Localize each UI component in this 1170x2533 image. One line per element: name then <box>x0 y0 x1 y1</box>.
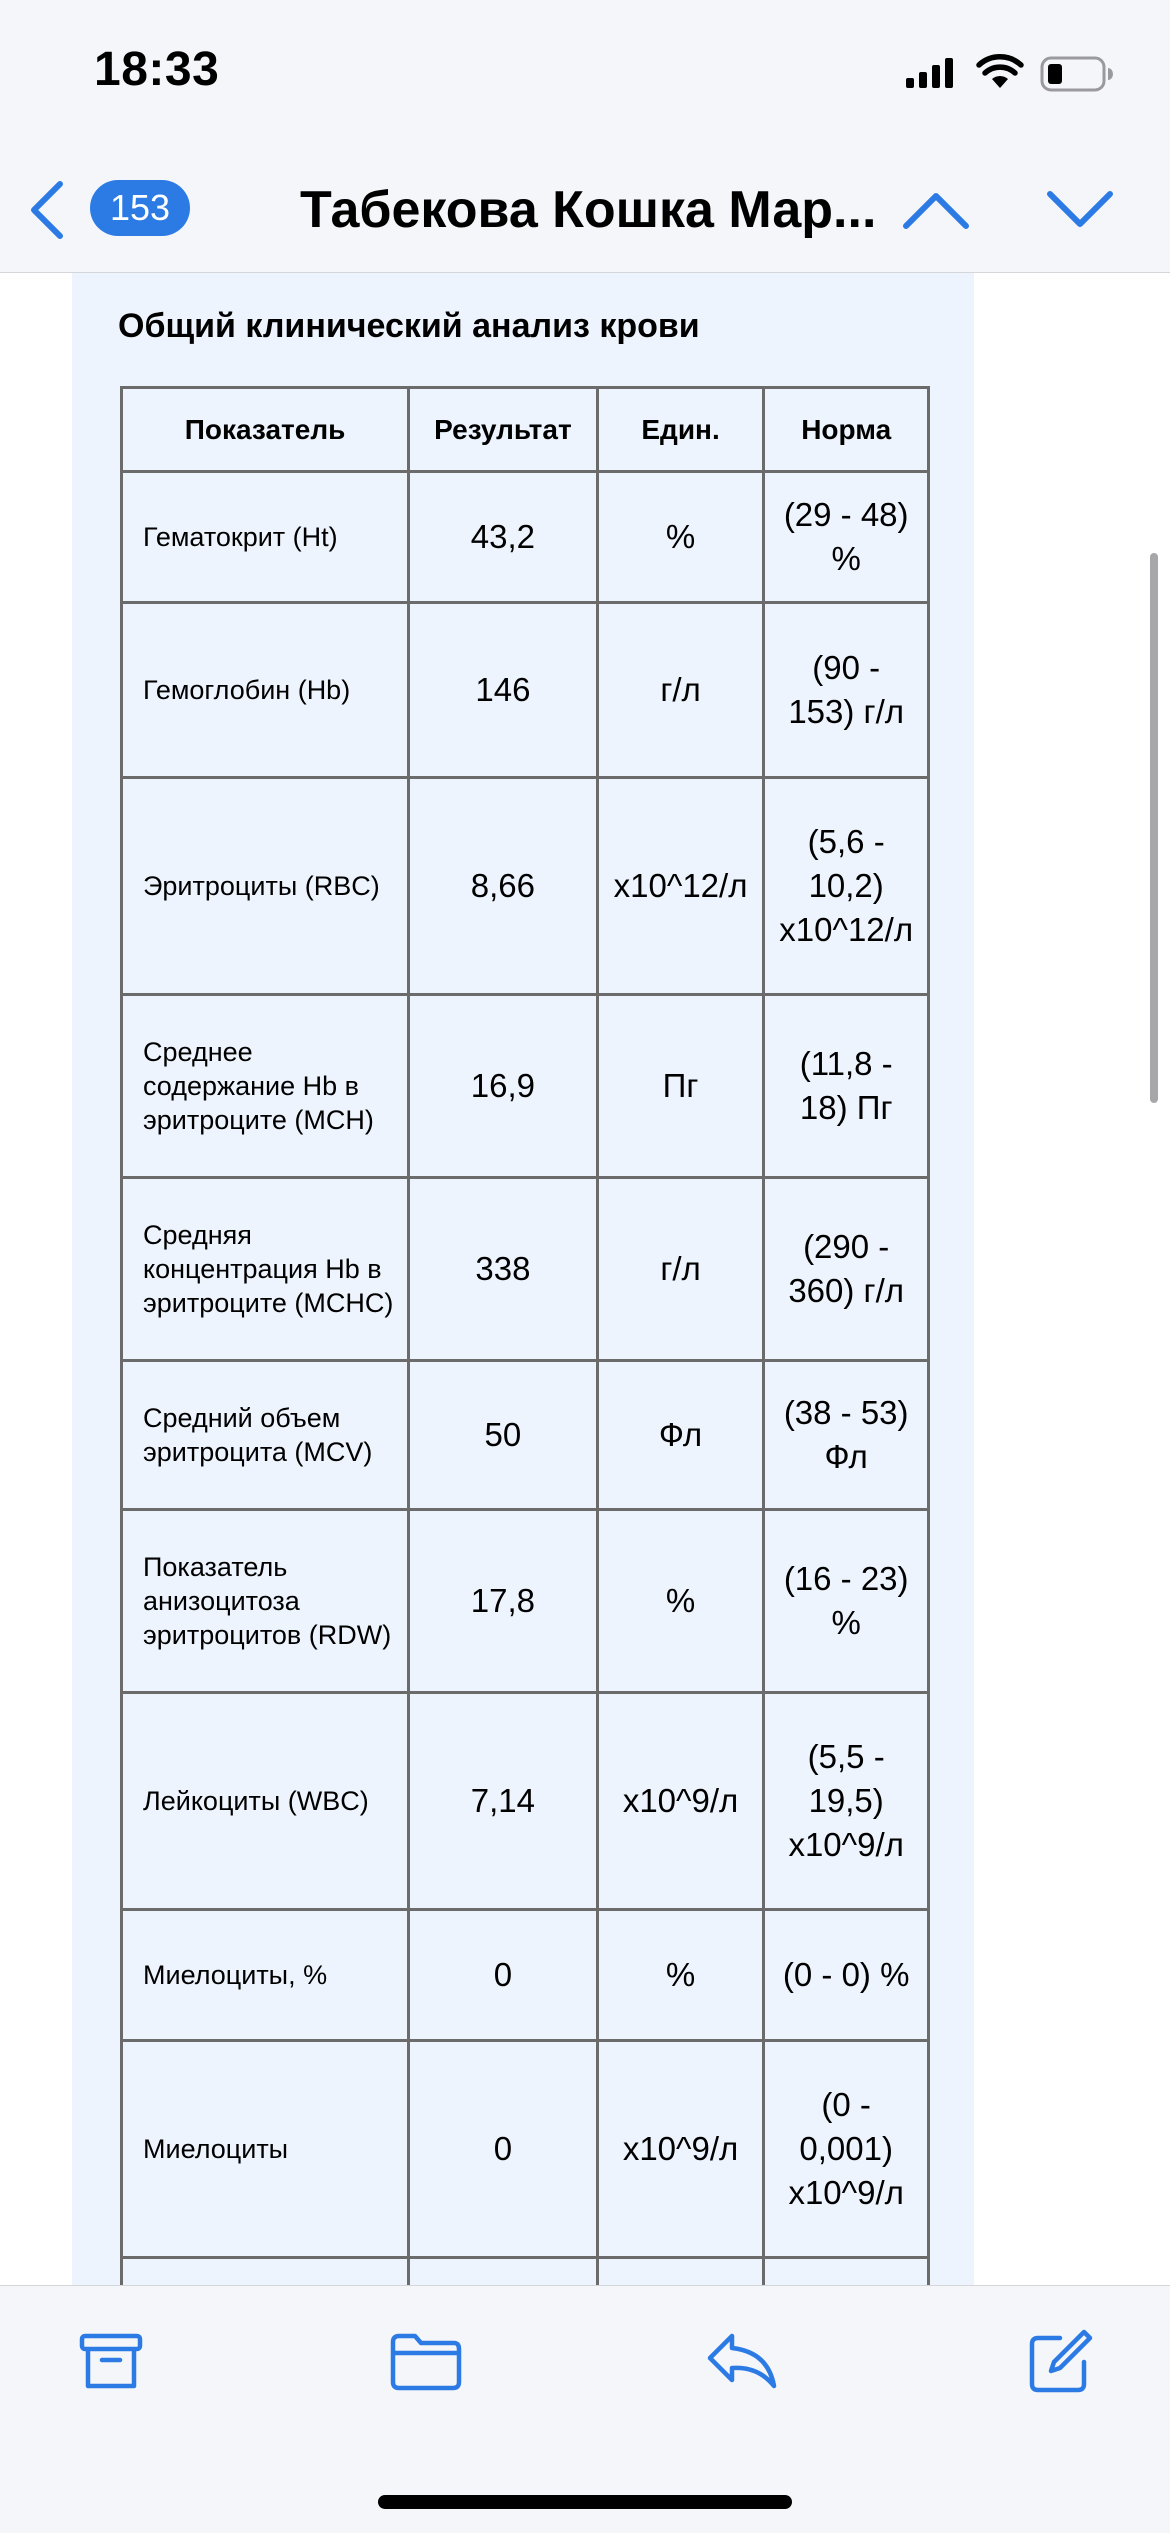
row-name: Миелоциты <box>122 2041 409 2258</box>
row-norm <box>764 2258 929 2286</box>
table-row <box>122 472 929 603</box>
row-name <box>122 2258 409 2286</box>
row-name: Гематокрит (Ht) <box>122 472 409 603</box>
row-norm: (29 - 48) % <box>764 472 929 603</box>
header-norm: Норма <box>764 388 929 472</box>
row-unit: г/л <box>597 1178 764 1361</box>
header-unit: Един. <box>597 388 764 472</box>
row-value: 7,14 <box>409 1693 598 1910</box>
row-value <box>409 2258 598 2286</box>
row-value: 338 <box>409 1178 598 1361</box>
table-row <box>122 995 929 1178</box>
row-name: Гемоглобин (Hb) <box>122 603 409 778</box>
row-value: 8,66 <box>409 778 598 995</box>
row-value: 16,9 <box>409 995 598 1178</box>
row-name: Миелоциты, % <box>122 1910 409 2041</box>
row-value: 50 <box>409 1361 598 1510</box>
blood-test-table <box>120 386 930 2285</box>
row-name: Эритроциты (RBC) <box>122 778 409 995</box>
wifi-icon <box>976 54 1024 90</box>
report-panel <box>72 273 974 2285</box>
row-name: Средняя концентрация Hb в эритроците (MCHC) <box>122 1178 409 1361</box>
message-body[interactable] <box>0 273 1170 2285</box>
table-row <box>122 1361 929 1510</box>
chevron-left-icon[interactable] <box>22 178 72 242</box>
table-row <box>122 1693 929 1910</box>
row-unit: x10^9/л <box>597 1693 764 1910</box>
row-name: Показатель анизоцитоза эритроцитов (RDW) <box>122 1510 409 1693</box>
mail-navigation-bar <box>0 150 1170 273</box>
compose-icon[interactable] <box>1026 2328 1094 2396</box>
chevron-up-icon[interactable] <box>900 184 972 234</box>
row-value: 146 <box>409 603 598 778</box>
row-norm: (11,8 - 18) Пг <box>764 995 929 1178</box>
row-norm: (5,6 - 10,2) x10^12/л <box>764 778 929 995</box>
table-row <box>122 2258 929 2286</box>
table-row <box>122 2041 929 2258</box>
row-value: 0 <box>409 1910 598 2041</box>
row-unit <box>597 2258 764 2286</box>
row-value: 43,2 <box>409 472 598 603</box>
row-unit: Пг <box>597 995 764 1178</box>
row-unit: x10^9/л <box>597 2041 764 2258</box>
table-row <box>122 1178 929 1361</box>
row-name: Лейкоциты (WBC) <box>122 1693 409 1910</box>
cellular-signal-icon <box>906 56 956 88</box>
message-subject-title: Табекова Кошка Мар... <box>300 181 877 239</box>
row-norm: (16 - 23) % <box>764 1510 929 1693</box>
row-norm: (90 - 153) г/л <box>764 603 929 778</box>
folder-icon[interactable] <box>388 2328 464 2394</box>
row-unit: % <box>597 1910 764 2041</box>
table-row <box>122 603 929 778</box>
reply-icon[interactable] <box>704 2328 780 2394</box>
chevron-down-icon[interactable] <box>1044 184 1116 234</box>
home-indicator[interactable] <box>378 2495 792 2509</box>
table-header-row <box>122 388 929 472</box>
row-unit: г/л <box>597 603 764 778</box>
unread-count-badge[interactable]: 153 <box>90 180 190 236</box>
table-row <box>122 1510 929 1693</box>
header-indicator: Показатель <box>122 388 409 472</box>
row-unit: Фл <box>597 1361 764 1510</box>
row-value: 0 <box>409 2041 598 2258</box>
row-norm: (0 - 0,001) x10^9/л <box>764 2041 929 2258</box>
row-name: Средний объем эритроцита (MCV) <box>122 1361 409 1510</box>
table-row <box>122 778 929 995</box>
table-row <box>122 1910 929 2041</box>
row-unit: % <box>597 1510 764 1693</box>
row-norm: (0 - 0) % <box>764 1910 929 2041</box>
row-name: Среднее содержание Hb в эритроците (MCH) <box>122 995 409 1178</box>
section-title: Общий клинический анализ крови <box>118 307 700 345</box>
archive-icon[interactable] <box>78 2328 144 2394</box>
row-unit: % <box>597 472 764 603</box>
vertical-scroll-indicator[interactable] <box>1150 553 1158 1103</box>
row-norm: (5,5 - 19,5) x10^9/л <box>764 1693 929 1910</box>
row-unit: x10^12/л <box>597 778 764 995</box>
row-norm: (38 - 53) Фл <box>764 1361 929 1510</box>
row-value: 17,8 <box>409 1510 598 1693</box>
header-result: Результат <box>409 388 598 472</box>
status-time: 18:33 <box>94 43 220 96</box>
row-norm: (290 - 360) г/л <box>764 1178 929 1361</box>
battery-icon <box>1040 56 1114 92</box>
status-bar <box>0 0 1170 150</box>
